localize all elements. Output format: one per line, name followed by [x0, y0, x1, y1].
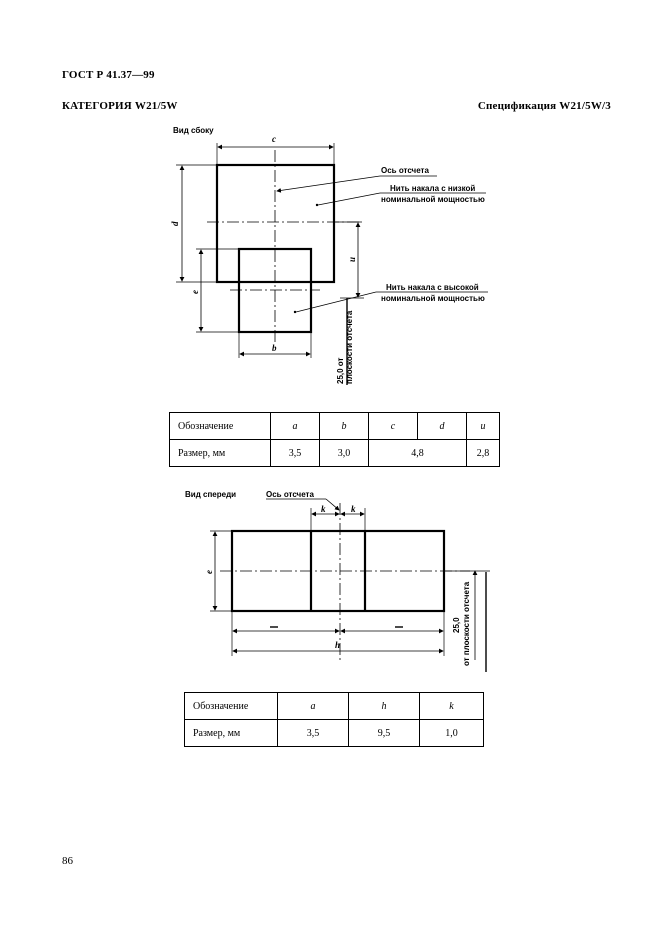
table-row [170, 440, 500, 467]
table-cell: 1,0 [420, 720, 484, 747]
specification-title: Спецификация W21/5W/3 [477, 100, 611, 112]
front-axis-leader [326, 499, 339, 510]
dim-h-label: h [335, 640, 341, 650]
table-cell: Размер, мм [170, 440, 271, 467]
side-plane-label-1: 25,0 от [336, 357, 345, 384]
standard-number: ГОСТ Р 41.37—99 [62, 69, 155, 81]
table-cell: Обозначение [185, 693, 278, 720]
table-cell: 4,8 [369, 440, 467, 467]
high-filament-label-2: номинальной мощностью [381, 294, 485, 303]
table-cell: 9,5 [349, 720, 420, 747]
low-filament-label-2: номинальной мощностью [381, 195, 485, 204]
front-plane-label-2: от плоскости отсчета [462, 581, 471, 666]
table-row [185, 693, 484, 720]
side-view-title: Вид сбоку [173, 126, 214, 135]
dim-k2-label: k [351, 504, 356, 514]
dim-u-label: u [347, 256, 357, 262]
table-cell: 3,0 [320, 440, 369, 467]
front-dim-e-label: e [204, 570, 214, 574]
low-filament-label-1: Нить накала с низкой [390, 184, 476, 193]
side-plane-label-2: плоскости отсчета [345, 310, 354, 384]
axis-leader [277, 176, 380, 191]
table-cell: a [278, 693, 349, 720]
table-cell: Обозначение [170, 413, 271, 440]
front-view-title: Вид спереди [185, 490, 237, 499]
dim-d-label: d [170, 221, 180, 226]
table-cell: k [420, 693, 484, 720]
table-cell: c [369, 413, 418, 440]
table-row [185, 720, 484, 747]
table-cell: 3,5 [278, 720, 349, 747]
table-cell: h [349, 693, 420, 720]
high-filament-leader [296, 292, 376, 312]
dim-b-label: b [272, 343, 277, 353]
dimensions-table-1 [169, 412, 500, 467]
dimensions-table-2 [184, 692, 484, 747]
side-axis-label: Ось отсчета [381, 166, 429, 175]
front-axis-label: Ось отсчета [266, 490, 314, 499]
table-cell: b [320, 413, 369, 440]
dim-e-label: e [190, 290, 200, 294]
table-cell: 3,5 [271, 440, 320, 467]
table-cell: Размер, мм [185, 720, 278, 747]
category-title: КАТЕГОРИЯ W21/5W [62, 100, 178, 112]
table-cell: a [271, 413, 320, 440]
front-plane-label-1: 25,0 [452, 617, 461, 633]
dim-c-label: c [272, 134, 276, 144]
table-cell: u [467, 413, 500, 440]
page-number: 86 [62, 855, 73, 867]
table-cell: d [418, 413, 467, 440]
low-filament-leader [318, 193, 380, 205]
table-cell: 2,8 [467, 440, 500, 467]
high-filament-label-1: Нить накала с высокой [386, 283, 479, 292]
low-filament-box [217, 165, 334, 282]
table-row [170, 413, 500, 440]
dim-k1-label: k [321, 504, 326, 514]
